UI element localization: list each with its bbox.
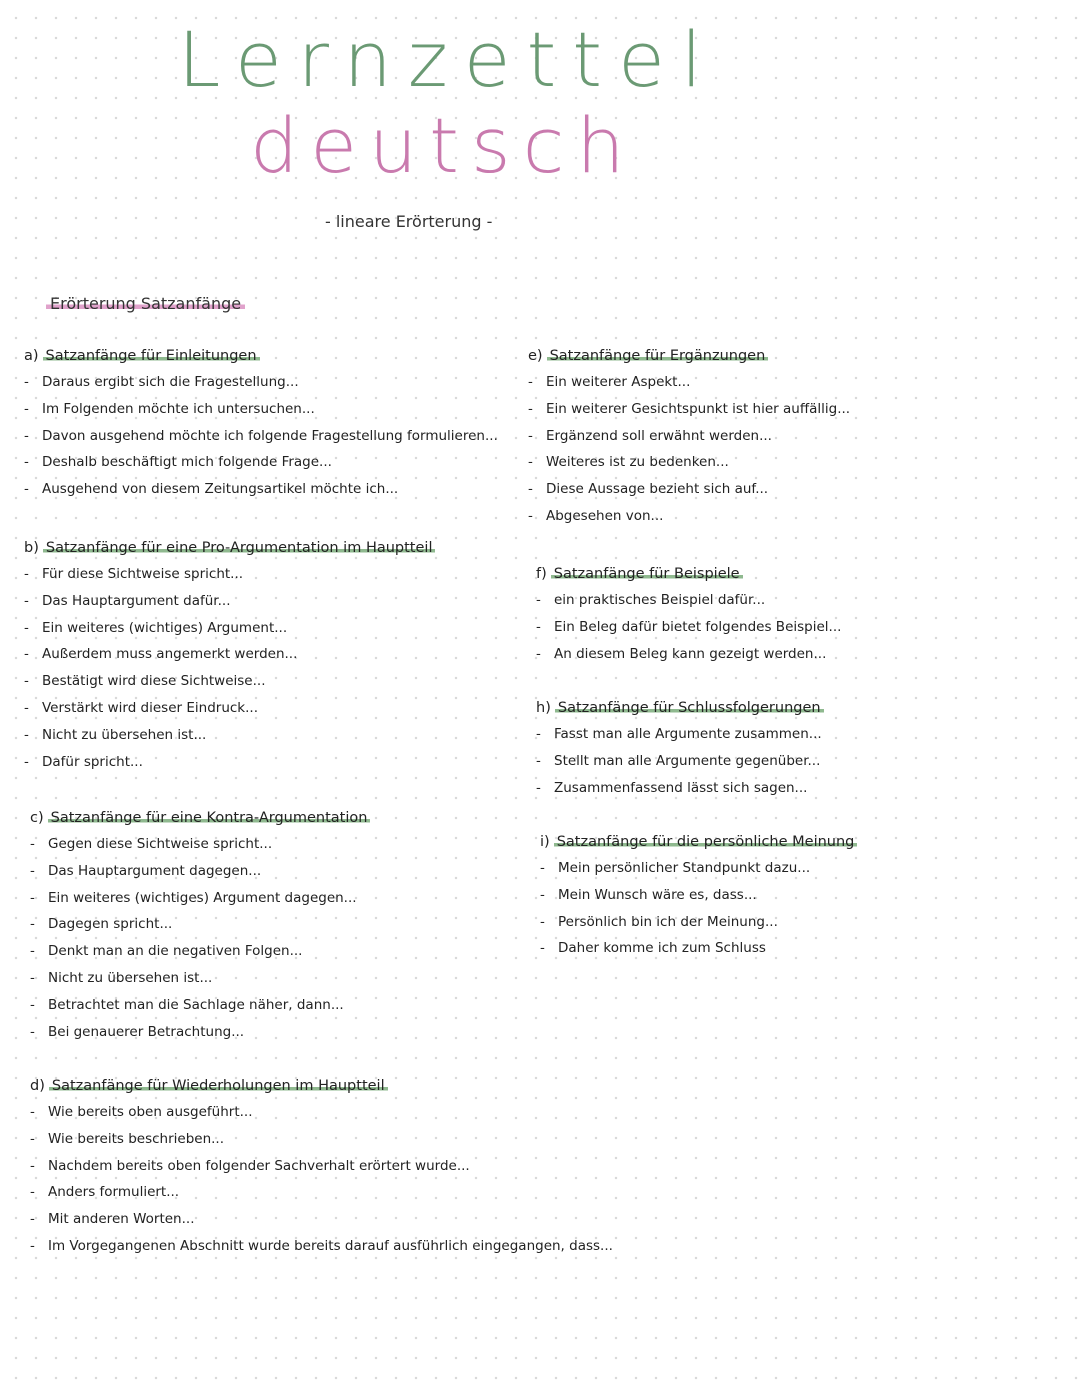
list-item: - Nachdem bereits oben folgender Sachverhalt erörtert wurde... (30, 1153, 613, 1180)
list-item: - Betrachtet man die Sachlage näher, dann... (30, 992, 370, 1019)
section-a-heading: Satzanfänge für Einleitungen (43, 348, 260, 364)
section-e-list (528, 369, 850, 530)
list-item: - Im Folgenden möchte ich untersuchen... (24, 396, 498, 423)
list-item: - Wie bereits oben ausgeführt... (30, 1099, 613, 1126)
section-h (536, 700, 824, 801)
list-item: - An diesem Beleg kann gezeigt werden... (536, 641, 841, 668)
section-e-heading: Satzanfänge für Ergänzungen (547, 348, 769, 364)
section-h-heading: Satzanfänge für Schlussfolgerungen (555, 700, 824, 716)
list-item: - Ein weiterer Aspekt... (528, 369, 850, 396)
list-item: - Bei genauerer Betrachtung... (30, 1019, 370, 1046)
section-f-mark: f) (536, 566, 547, 582)
list-item: - Dagegen spricht... (30, 911, 370, 938)
section-d (30, 1078, 613, 1260)
list-item: - Ein weiterer Gesichtspunkt ist hier auffällig... (528, 396, 850, 423)
section-a-list (24, 369, 498, 503)
section-i-title (540, 834, 857, 850)
section-d-title (30, 1078, 613, 1094)
section-e-title (528, 348, 850, 364)
section-e-mark: e) (528, 348, 543, 364)
section-a-title (24, 348, 498, 364)
list-item: - Zusammenfassend lässt sich sagen... (536, 775, 824, 802)
section-f-title (536, 566, 841, 582)
main-heading: Erörterung Satzanfänge (46, 294, 245, 313)
section-c-title (30, 810, 370, 826)
section-a-mark: a) (24, 348, 39, 364)
list-item: - Denkt man an die negativen Folgen... (30, 938, 370, 965)
section-b-mark: b) (24, 540, 39, 556)
list-item: - Ein weiteres (wichtiges) Argument dagegen... (30, 885, 370, 912)
list-item: - Diese Aussage bezieht sich auf... (528, 476, 850, 503)
list-item: - Abgesehen von... (528, 503, 850, 530)
list-item: - Bestätigt wird diese Sichtweise... (24, 668, 435, 695)
section-d-list (30, 1099, 613, 1260)
section-b (24, 540, 435, 775)
list-item: - Persönlich bin ich der Meinung... (540, 909, 857, 936)
list-item: - Ein weiteres (wichtiges) Argument... (24, 615, 435, 642)
list-item: - Das Hauptargument dagegen... (30, 858, 370, 885)
section-f-list (536, 587, 841, 667)
section-f-heading: Satzanfänge für Beispiele (551, 566, 743, 582)
section-f (536, 566, 841, 667)
section-b-title (24, 540, 435, 556)
section-h-list (536, 721, 824, 801)
list-item: - Deshalb beschäftigt mich folgende Frage... (24, 449, 498, 476)
list-item: - Im Vorgegangenen Abschnitt wurde bereits darauf ausführlich eingegangen, dass... (30, 1233, 613, 1260)
section-b-list (24, 561, 435, 775)
subtitle: - lineare Erörterung - (325, 212, 493, 231)
list-item: - Anders formuliert... (30, 1179, 613, 1206)
list-item: - Wie bereits beschrieben... (30, 1126, 613, 1153)
section-i-list (540, 855, 857, 962)
list-item: - Verstärkt wird dieser Eindruck... (24, 695, 435, 722)
list-item: - ein praktisches Beispiel dafür... (536, 587, 841, 614)
list-item: - Ein Beleg dafür bietet folgendes Beispiel... (536, 614, 841, 641)
section-i-heading: Satzanfänge für die persönliche Meinung (554, 834, 858, 850)
section-c (30, 810, 370, 1045)
title-lernzettel: Lernzettel (178, 15, 718, 104)
section-i-mark: i) (540, 834, 550, 850)
section-d-heading: Satzanfänge für Wiederholungen im Hauptteil (49, 1078, 388, 1094)
section-e (528, 348, 850, 530)
list-item: - Daraus ergibt sich die Fragestellung... (24, 369, 498, 396)
list-item: - Nicht zu übersehen ist... (30, 965, 370, 992)
section-c-heading: Satzanfänge für eine Kontra-Argumentation (48, 810, 371, 826)
section-h-mark: h) (536, 700, 551, 716)
title-deutsch: deutsch (250, 101, 637, 190)
list-item: - Mit anderen Worten... (30, 1206, 613, 1233)
list-item: - Das Hauptargument dafür... (24, 588, 435, 615)
list-item: - Mein persönlicher Standpunkt dazu... (540, 855, 857, 882)
list-item: - Fasst man alle Argumente zusammen... (536, 721, 824, 748)
list-item: - Für diese Sichtweise spricht... (24, 561, 435, 588)
section-a (24, 348, 498, 503)
list-item: - Stellt man alle Argumente gegenüber... (536, 748, 824, 775)
list-item: - Mein Wunsch wäre es, dass... (540, 882, 857, 909)
list-item: - Dafür spricht... (24, 749, 435, 776)
list-item: - Daher komme ich zum Schluss (540, 935, 857, 962)
list-item: - Davon ausgehend möchte ich folgende Fragestellung formulieren... (24, 423, 498, 450)
section-c-list (30, 831, 370, 1045)
list-item: - Außerdem muss angemerkt werden... (24, 641, 435, 668)
list-item: - Ausgehend von diesem Zeitungsartikel möchte ich... (24, 476, 498, 503)
list-item: - Ergänzend soll erwähnt werden... (528, 423, 850, 450)
list-item: - Weiteres ist zu bedenken... (528, 449, 850, 476)
section-b-heading: Satzanfänge für eine Pro-Argumentation im Hauptteil (43, 540, 436, 556)
section-d-mark: d) (30, 1078, 45, 1094)
section-i (540, 834, 857, 962)
list-item: - Nicht zu übersehen ist... (24, 722, 435, 749)
section-c-mark: c) (30, 810, 44, 826)
list-item: - Gegen diese Sichtweise spricht... (30, 831, 370, 858)
section-h-title (536, 700, 824, 716)
